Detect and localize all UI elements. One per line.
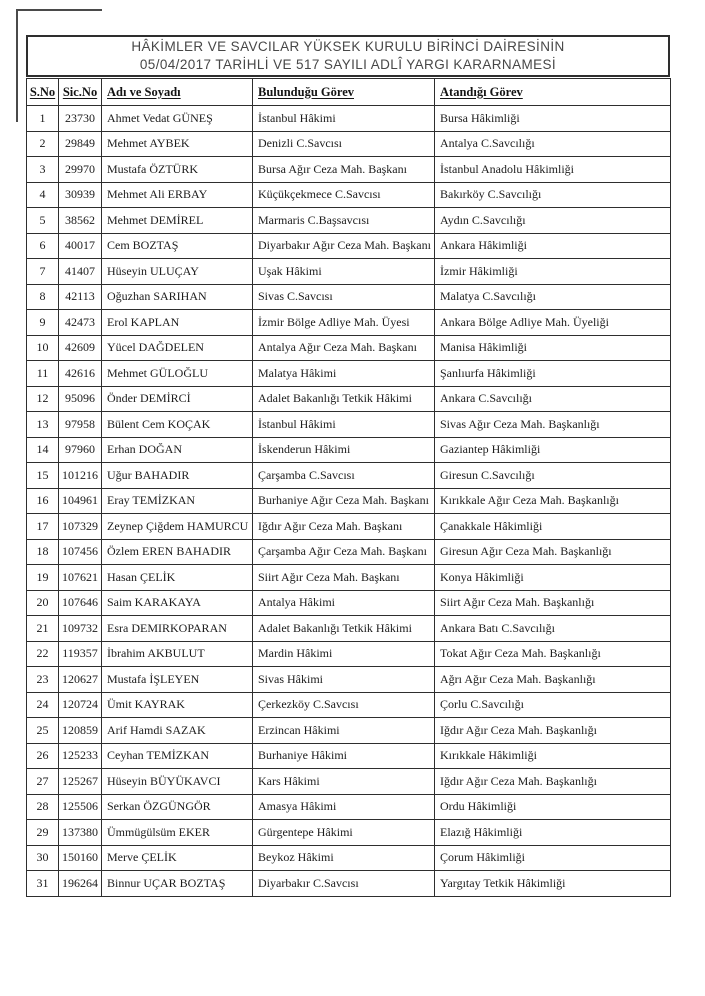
current-duty-cell: İstanbul Hâkimi: [253, 106, 435, 132]
current-duty-cell: Antalya Ağır Ceza Mah. Başkanı: [253, 335, 435, 361]
current-duty-cell: Marmaris C.Başsavcısı: [253, 208, 435, 234]
table-header: [27, 79, 671, 106]
table-row: [27, 616, 671, 642]
assigned-duty-cell: Siirt Ağır Ceza Mah. Başkanlığı: [435, 590, 671, 616]
current-duty-cell: Siirt Ağır Ceza Mah. Başkanı: [253, 565, 435, 591]
current-duty-cell: Beykoz Hâkimi: [253, 845, 435, 871]
assigned-duty-cell: Giresun C.Savcılığı: [435, 463, 671, 489]
assigned-duty-cell: Manisa Hâkimliği: [435, 335, 671, 361]
table-row: [27, 157, 671, 183]
sno-cell: 13: [27, 412, 59, 438]
current-duty-cell: Adalet Bakanlığı Tetkik Hâkimi: [253, 616, 435, 642]
sicno-cell: 101216: [59, 463, 102, 489]
sicno-cell: 42616: [59, 361, 102, 387]
name-cell: Ümmügülsüm EKER: [102, 820, 253, 846]
name-cell: Hüseyin ULUÇAY: [102, 259, 253, 285]
sno-cell: 28: [27, 794, 59, 820]
sicno-cell: 137380: [59, 820, 102, 846]
sno-cell: 5: [27, 208, 59, 234]
assigned-duty-cell: Yargıtay Tetkik Hâkimliği: [435, 871, 671, 897]
scan-frame-artifact-vertical: [16, 9, 18, 122]
scan-frame-artifact-horizontal: [16, 9, 102, 11]
table-row: [27, 106, 671, 132]
assigned-duty-cell: Bakırköy C.Savcılığı: [435, 182, 671, 208]
current-duty-cell: Antalya Hâkimi: [253, 590, 435, 616]
assigned-duty-cell: Ordu Hâkimliği: [435, 794, 671, 820]
table-body: [27, 106, 671, 897]
current-duty-cell: Bursa Ağır Ceza Mah. Başkanı: [253, 157, 435, 183]
sno-cell: 7: [27, 259, 59, 285]
sno-cell: 30: [27, 845, 59, 871]
sno-cell: 26: [27, 743, 59, 769]
table-row: [27, 310, 671, 336]
sno-cell: 23: [27, 667, 59, 693]
sicno-cell: 119357: [59, 641, 102, 667]
current-duty-cell: İskenderun Hâkimi: [253, 437, 435, 463]
table-row: [27, 794, 671, 820]
table-row: [27, 233, 671, 259]
assigned-duty-cell: Çanakkale Hâkimliği: [435, 514, 671, 540]
sno-cell: 10: [27, 335, 59, 361]
assigned-duty-cell: İstanbul Anadolu Hâkimliği: [435, 157, 671, 183]
sicno-cell: 107329: [59, 514, 102, 540]
sno-cell: 31: [27, 871, 59, 897]
table-row: [27, 182, 671, 208]
decree-title-line2: 05/04/2017 TARİHLİ VE 517 SAYILI ADLÎ YARGI KARARNAMESİ: [139, 57, 557, 72]
table-header-row: [27, 79, 671, 106]
sno-cell: 12: [27, 386, 59, 412]
table-row: [27, 590, 671, 616]
decree-title-box: [26, 35, 670, 77]
table-row: [27, 820, 671, 846]
sno-cell: 25: [27, 718, 59, 744]
assigned-duty-cell: Malatya C.Savcılığı: [435, 284, 671, 310]
name-cell: Oğuzhan SARIHAN: [102, 284, 253, 310]
sicno-cell: 120627: [59, 667, 102, 693]
name-cell: Bülent Cem KOÇAK: [102, 412, 253, 438]
column-header-current-duty: Bulunduğu Görev: [253, 79, 435, 106]
table-row: [27, 845, 671, 871]
assigned-duty-cell: Iğdır Ağır Ceza Mah. Başkanlığı: [435, 718, 671, 744]
sno-cell: 3: [27, 157, 59, 183]
sicno-cell: 29970: [59, 157, 102, 183]
name-cell: Mehmet DEMİREL: [102, 208, 253, 234]
table-row: [27, 692, 671, 718]
current-duty-cell: Burhaniye Hâkimi: [253, 743, 435, 769]
name-cell: Mehmet GÜLOĞLU: [102, 361, 253, 387]
name-cell: Mehmet Ali ERBAY: [102, 182, 253, 208]
sicno-cell: 97958: [59, 412, 102, 438]
sicno-cell: 109732: [59, 616, 102, 642]
current-duty-cell: Sivas C.Savcısı: [253, 284, 435, 310]
sicno-cell: 23730: [59, 106, 102, 132]
sicno-cell: 42113: [59, 284, 102, 310]
assigned-duty-cell: Giresun Ağır Ceza Mah. Başkanlığı: [435, 539, 671, 565]
assigned-duty-cell: Kırıkkale Ağır Ceza Mah. Başkanlığı: [435, 488, 671, 514]
name-cell: Eray TEMİZKAN: [102, 488, 253, 514]
sicno-cell: 95096: [59, 386, 102, 412]
name-cell: Uğur BAHADIR: [102, 463, 253, 489]
assigned-duty-cell: Çorlu C.Savcılığı: [435, 692, 671, 718]
sicno-cell: 125267: [59, 769, 102, 795]
name-cell: Önder DEMİRCİ: [102, 386, 253, 412]
current-duty-cell: İzmir Bölge Adliye Mah. Üyesi: [253, 310, 435, 336]
current-duty-cell: İstanbul Hâkimi: [253, 412, 435, 438]
name-cell: Hüseyin BÜYÜKAVCI: [102, 769, 253, 795]
sno-cell: 20: [27, 590, 59, 616]
table-row: [27, 259, 671, 285]
name-cell: Erol KAPLAN: [102, 310, 253, 336]
sno-cell: 15: [27, 463, 59, 489]
sicno-cell: 107456: [59, 539, 102, 565]
sno-cell: 22: [27, 641, 59, 667]
sicno-cell: 150160: [59, 845, 102, 871]
table-row: [27, 743, 671, 769]
sno-cell: 18: [27, 539, 59, 565]
sno-cell: 29: [27, 820, 59, 846]
assigned-duty-cell: Ağrı Ağır Ceza Mah. Başkanlığı: [435, 667, 671, 693]
decree-title-line1: HÂKİMLER VE SAVCILAR YÜKSEK KURULU BİRİNCİ DAİRESİNİN: [131, 39, 565, 54]
assigned-duty-cell: Bursa Hâkimliği: [435, 106, 671, 132]
sno-cell: 17: [27, 514, 59, 540]
table-row: [27, 488, 671, 514]
assigned-duty-cell: Kırıkkale Hâkimliği: [435, 743, 671, 769]
sicno-cell: 104961: [59, 488, 102, 514]
sno-cell: 11: [27, 361, 59, 387]
name-cell: Binnur UÇAR BOZTAŞ: [102, 871, 253, 897]
name-cell: Merve ÇELİK: [102, 845, 253, 871]
current-duty-cell: Küçükçekmece C.Savcısı: [253, 182, 435, 208]
sicno-cell: 97960: [59, 437, 102, 463]
assigned-duty-cell: Iğdır Ağır Ceza Mah. Başkanlığı: [435, 769, 671, 795]
assigned-duty-cell: İzmir Hâkimliği: [435, 259, 671, 285]
current-duty-cell: Adalet Bakanlığı Tetkik Hâkimi: [253, 386, 435, 412]
name-cell: Yücel DAĞDELEN: [102, 335, 253, 361]
current-duty-cell: Burhaniye Ağır Ceza Mah. Başkanı: [253, 488, 435, 514]
sicno-cell: 107646: [59, 590, 102, 616]
column-header-name: Adı ve Soyadı: [102, 79, 253, 106]
name-cell: Özlem EREN BAHADIR: [102, 539, 253, 565]
table-row: [27, 335, 671, 361]
table-row: [27, 871, 671, 897]
sicno-cell: 41407: [59, 259, 102, 285]
sno-cell: 1: [27, 106, 59, 132]
name-cell: Mustafa ÖZTÜRK: [102, 157, 253, 183]
name-cell: Cem BOZTAŞ: [102, 233, 253, 259]
table-row: [27, 284, 671, 310]
name-cell: Arif Hamdi SAZAK: [102, 718, 253, 744]
name-cell: Mustafa İŞLEYEN: [102, 667, 253, 693]
assigned-duty-cell: Sivas Ağır Ceza Mah. Başkanlığı: [435, 412, 671, 438]
current-duty-cell: Uşak Hâkimi: [253, 259, 435, 285]
appointments-table: [26, 78, 671, 897]
name-cell: Serkan ÖZGÜNGÖR: [102, 794, 253, 820]
sno-cell: 19: [27, 565, 59, 591]
current-duty-cell: Erzincan Hâkimi: [253, 718, 435, 744]
sicno-cell: 120859: [59, 718, 102, 744]
column-header-sno: S.No: [27, 79, 59, 106]
assigned-duty-cell: Tokat Ağır Ceza Mah. Başkanlığı: [435, 641, 671, 667]
name-cell: Ahmet Vedat GÜNEŞ: [102, 106, 253, 132]
current-duty-cell: Sivas Hâkimi: [253, 667, 435, 693]
column-header-sicno: Sic.No: [59, 79, 102, 106]
sno-cell: 14: [27, 437, 59, 463]
table-row: [27, 412, 671, 438]
name-cell: Esra DEMIRKOPARAN: [102, 616, 253, 642]
current-duty-cell: Diyarbakır C.Savcısı: [253, 871, 435, 897]
name-cell: Zeynep Çiğdem HAMURCU: [102, 514, 253, 540]
sno-cell: 27: [27, 769, 59, 795]
table-row: [27, 208, 671, 234]
sicno-cell: 125233: [59, 743, 102, 769]
name-cell: Ümit KAYRAK: [102, 692, 253, 718]
name-cell: Mehmet AYBEK: [102, 131, 253, 157]
assigned-duty-cell: Ankara C.Savcılığı: [435, 386, 671, 412]
sno-cell: 2: [27, 131, 59, 157]
assigned-duty-cell: Konya Hâkimliği: [435, 565, 671, 591]
sno-cell: 16: [27, 488, 59, 514]
assigned-duty-cell: Antalya C.Savcılığı: [435, 131, 671, 157]
sno-cell: 21: [27, 616, 59, 642]
assigned-duty-cell: Şanlıurfa Hâkimliği: [435, 361, 671, 387]
current-duty-cell: Diyarbakır Ağır Ceza Mah. Başkanı: [253, 233, 435, 259]
current-duty-cell: Iğdır Ağır Ceza Mah. Başkanı: [253, 514, 435, 540]
table-row: [27, 769, 671, 795]
sicno-cell: 107621: [59, 565, 102, 591]
current-duty-cell: Çarşamba Ağır Ceza Mah. Başkanı: [253, 539, 435, 565]
name-cell: Erhan DOĞAN: [102, 437, 253, 463]
table-row: [27, 437, 671, 463]
table-row: [27, 514, 671, 540]
sno-cell: 8: [27, 284, 59, 310]
sno-cell: 4: [27, 182, 59, 208]
table-row: [27, 361, 671, 387]
name-cell: Saim KARAKAYA: [102, 590, 253, 616]
name-cell: İbrahim AKBULUT: [102, 641, 253, 667]
sicno-cell: 38562: [59, 208, 102, 234]
sicno-cell: 125506: [59, 794, 102, 820]
assigned-duty-cell: Aydın C.Savcılığı: [435, 208, 671, 234]
assigned-duty-cell: Ankara Bölge Adliye Mah. Üyeliği: [435, 310, 671, 336]
name-cell: Hasan ÇELİK: [102, 565, 253, 591]
table-row: [27, 667, 671, 693]
current-duty-cell: Kars Hâkimi: [253, 769, 435, 795]
table-row: [27, 641, 671, 667]
sicno-cell: 120724: [59, 692, 102, 718]
assigned-duty-cell: Ankara Batı C.Savcılığı: [435, 616, 671, 642]
current-duty-cell: Mardin Hâkimi: [253, 641, 435, 667]
current-duty-cell: Çarşamba C.Savcısı: [253, 463, 435, 489]
assigned-duty-cell: Çorum Hâkimliği: [435, 845, 671, 871]
current-duty-cell: Denizli C.Savcısı: [253, 131, 435, 157]
column-header-assigned-duty: Atandığı Görev: [435, 79, 671, 106]
name-cell: Ceyhan TEMİZKAN: [102, 743, 253, 769]
table-row: [27, 131, 671, 157]
assigned-duty-cell: Elazığ Hâkimliği: [435, 820, 671, 846]
sicno-cell: 29849: [59, 131, 102, 157]
table-row: [27, 565, 671, 591]
current-duty-cell: Gürgentepe Hâkimi: [253, 820, 435, 846]
sicno-cell: 196264: [59, 871, 102, 897]
current-duty-cell: Amasya Hâkimi: [253, 794, 435, 820]
sicno-cell: 30939: [59, 182, 102, 208]
sno-cell: 6: [27, 233, 59, 259]
table-row: [27, 463, 671, 489]
sicno-cell: 42473: [59, 310, 102, 336]
current-duty-cell: Malatya Hâkimi: [253, 361, 435, 387]
current-duty-cell: Çerkezköy C.Savcısı: [253, 692, 435, 718]
table-row: [27, 539, 671, 565]
assigned-duty-cell: Gaziantep Hâkimliği: [435, 437, 671, 463]
table-row: [27, 718, 671, 744]
table-row: [27, 386, 671, 412]
assigned-duty-cell: Ankara Hâkimliği: [435, 233, 671, 259]
sno-cell: 24: [27, 692, 59, 718]
sicno-cell: 40017: [59, 233, 102, 259]
sno-cell: 9: [27, 310, 59, 336]
sicno-cell: 42609: [59, 335, 102, 361]
